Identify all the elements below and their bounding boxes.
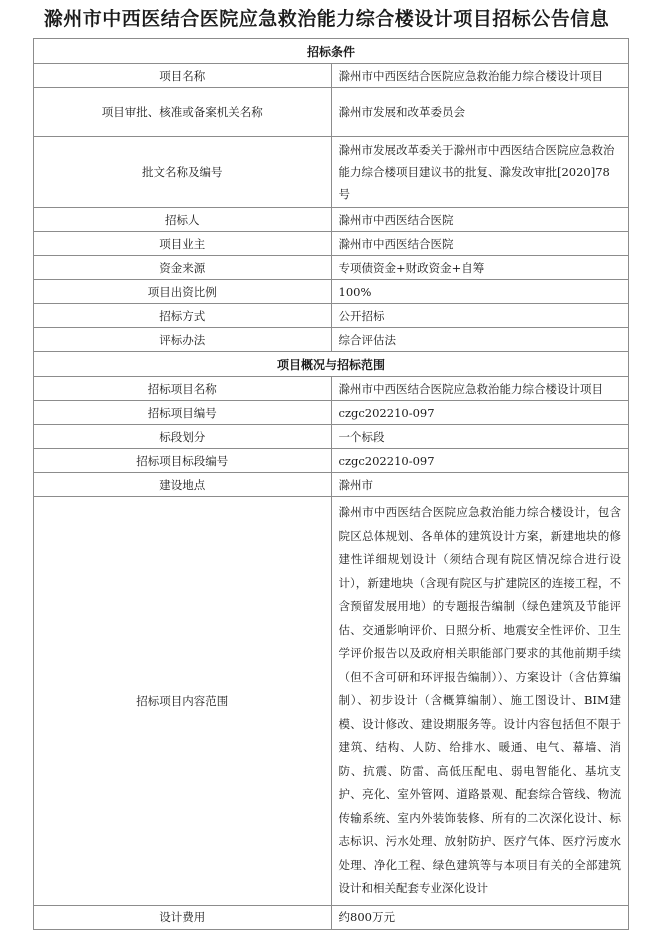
row-value: 滁州市中西医结合医院 <box>331 232 629 256</box>
table-row <box>34 497 629 906</box>
table-row <box>34 256 629 280</box>
row-label: 项目业主 <box>34 232 332 256</box>
row-value: 100% <box>331 280 629 304</box>
row-label: 项目名称 <box>34 64 332 88</box>
row-label: 招标人 <box>34 208 332 232</box>
row-value: 滁州市中西医结合医院 <box>331 208 629 232</box>
row-value: 专项债资金+财政资金+自筹 <box>331 256 629 280</box>
row-value: 滁州市 <box>331 473 629 497</box>
table-row <box>34 64 629 88</box>
row-value: 滁州市发展和改革委员会 <box>331 88 629 137</box>
table-row <box>34 377 629 401</box>
table-row <box>34 473 629 497</box>
row-label: 招标项目编号 <box>34 401 332 425</box>
table-row <box>34 905 629 929</box>
row-label: 评标办法 <box>34 328 332 352</box>
row-label: 项目出资比例 <box>34 280 332 304</box>
row-label: 资金来源 <box>34 256 332 280</box>
table-row <box>34 232 629 256</box>
row-value: 约800万元 <box>331 905 629 929</box>
table-row <box>34 425 629 449</box>
row-label: 标段划分 <box>34 425 332 449</box>
table-row <box>34 137 629 208</box>
row-value: 综合评估法 <box>331 328 629 352</box>
row-value: 滁州市发展改革委关于滁州市中西医结合医院应急救治能力综合楼项目建议书的批复、滁发改审批[2020]78号 <box>331 137 629 208</box>
page-title: 滁州市中西医结合医院应急救治能力综合楼设计项目招标公告信息 <box>43 8 610 30</box>
row-label: 批文名称及编号 <box>34 137 332 208</box>
table-row <box>34 328 629 352</box>
row-label: 项目审批、核准或备案机关名称 <box>34 88 332 137</box>
table-row <box>34 88 629 137</box>
section-heading-project-overview: 项目概况与招标范围 <box>34 352 629 377</box>
row-label: 招标方式 <box>34 304 332 328</box>
table-row <box>34 304 629 328</box>
row-label: 招标项目标段编号 <box>34 449 332 473</box>
row-value: 滁州市中西医结合医院应急救治能力综合楼设计，包含院区总体规划、各单体的建筑设计方案，新建地块的修建性详细规划设计（须结合现有院区情况综合进行设计），新建地块（含现有院区与扩建院区的连接工程，不含预留发展用地）的专题报告编制（绿色建筑及节能评估、交通影响评价、日照分析、地震安全性评价、卫生学评价报告以及政府相关职能部门要求的其他前期手续（但不含可研和环评报告编制））、方案设计（含估算编制）、初步设计（含概算编制）、施工图设计、BIM建模、设计修改、建设期服务等。设计内容包括但不限于建筑、结构、人防、给排水、暖通、电气、幕墙、消防、抗震、防雷、高低压配电、弱电智能化、基坑支护、亮化、室外管网、道路景观、配套综合管线、物流传输系统、室内外装饰装修、所有的二次深化设计、标志标识、污水处理、放射防护、医疗气体、医疗污废水处理、净化工程、绿色建筑等与本项目有关的全部建筑设计和相关配套专业深化设计 <box>331 497 629 906</box>
row-value: 一个标段 <box>331 425 629 449</box>
row-value: 滁州市中西医结合医院应急救治能力综合楼设计项目 <box>331 377 629 401</box>
tender-info-table <box>33 38 629 930</box>
row-label: 设计费用 <box>34 905 332 929</box>
table-row <box>34 208 629 232</box>
table-row <box>34 401 629 425</box>
row-value: czgc202210-097 <box>331 449 629 473</box>
table-row <box>34 449 629 473</box>
row-label: 招标项目名称 <box>34 377 332 401</box>
row-value: 公开招标 <box>331 304 629 328</box>
row-value: 滁州市中西医结合医院应急救治能力综合楼设计项目 <box>331 64 629 88</box>
row-value: czgc202210-097 <box>331 401 629 425</box>
row-label: 招标项目内容范围 <box>34 497 332 906</box>
section-heading-tender-conditions: 招标条件 <box>34 39 629 64</box>
table-row <box>34 280 629 304</box>
row-label: 建设地点 <box>34 473 332 497</box>
